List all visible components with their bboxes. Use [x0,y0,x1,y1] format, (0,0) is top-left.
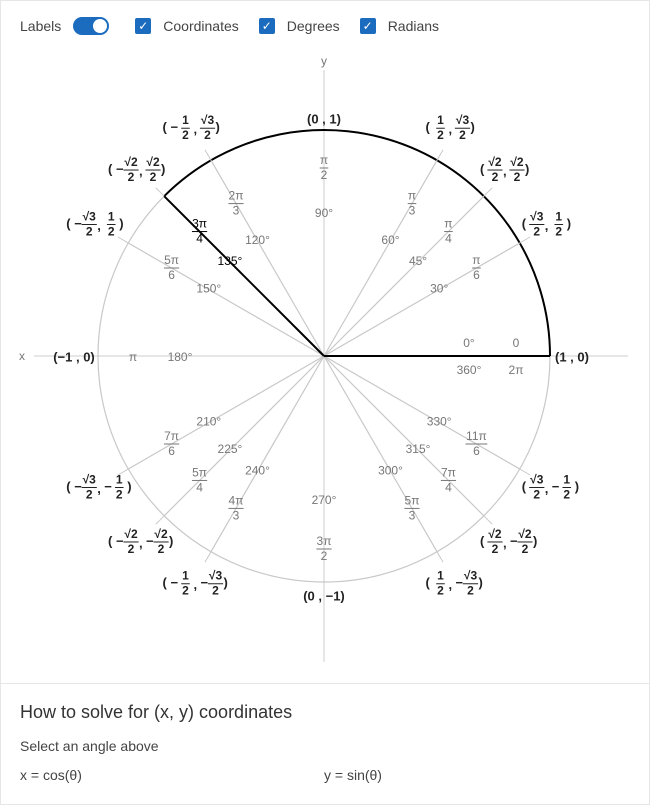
coord-label-150-open-paren: ( [66,215,71,231]
coord-label-270: (0 , −1) [303,588,345,604]
radian-label-45 [444,217,453,246]
coord-label-225-y-fraction [153,527,168,556]
coordinates-checkbox-label: Coordinates [163,18,239,34]
degree-label-210: 210° [196,414,222,429]
coord-label-150-x-sign: − [74,215,82,231]
coord-label-240-x-fraction-numerator: 1 [182,568,189,583]
coord-label-315-y-sign: − [509,533,518,549]
coord-label-240-y-fraction-denominator: 2 [212,583,219,598]
radian-label-135 [192,217,207,246]
coord-label-120-y-fraction [200,113,215,142]
radian-label-60 [408,189,417,218]
coord-label-60-comma: , [448,121,453,137]
radian-label-210-numerator: 7π [164,428,180,443]
coord-label-300-close-paren: ) [478,575,483,591]
coord-label-330-comma: , [544,480,549,496]
coord-label-330-y-fraction-numerator: 1 [563,472,571,487]
radian-label-120-denominator: 3 [232,203,240,218]
highlight-radius-135 [164,196,324,356]
coord-label-225-x-fraction [123,527,138,556]
coord-label-150-y-fraction-numerator: 1 [107,209,115,224]
coord-label-30-y-fraction-denominator: 2 [555,224,563,239]
outer-tick-225 [156,516,164,524]
coord-label-240-comma: , [193,577,198,593]
coord-label-45-open-paren: ( [479,161,485,177]
howto-title: How to solve for (x, y) coordinates [20,702,293,722]
degree-label-270: 270° [311,493,337,508]
radian-label-120-numerator: 2π [228,188,244,203]
degree-label-240: 240° [245,463,270,478]
coord-label-300-y-fraction [463,569,478,598]
coord-label-330-x-fraction [529,472,544,501]
coord-label-135-open-paren: ( [108,161,113,177]
radian-label-300-denominator: 3 [408,508,416,523]
coord-label-225-comma: , [139,535,143,551]
coord-label-330-y-fraction [562,472,571,501]
coord-label-150-comma: , [97,217,101,233]
radian-label-90-numerator: π [319,152,329,167]
coord-label-330-y-sign: − [551,478,560,494]
coord-label-210-y-fraction [115,472,124,501]
coord-label-225-open-paren: ( [108,533,113,549]
coord-label-120-y-fraction-numerator: √3 [200,113,215,128]
coord-label-30-y-fraction [554,209,563,238]
coord-label-45 [480,155,529,184]
formula-x: x = cos(θ) [20,767,82,783]
coord-label-240-x-fraction-denominator: 2 [182,583,189,598]
degree-label-60: 60° [381,232,400,247]
coord-label-120 [163,113,220,142]
coord-label-240-x-sign: − [170,575,179,591]
radius-line-315 [324,356,484,516]
coord-label-45-y-fraction [509,155,524,184]
coord-label-315-close-paren: ) [532,533,538,549]
coord-label-30-open-paren: ( [521,215,527,231]
coord-label-210-y-fraction-denominator: 2 [115,487,123,502]
coord-label-300 [426,569,483,598]
coord-label-150-x-fraction-numerator: √3 [82,209,96,224]
radian-label-90-denominator: 2 [320,167,328,182]
coord-label-60-open-paren: ( [425,119,430,135]
coord-label-30-x-fraction-numerator: √3 [530,209,544,224]
coord-label-150-x-fraction-denominator: 2 [85,224,93,239]
toggle-knob [93,19,107,33]
radian-label-315-numerator: 7π [440,465,456,480]
coord-label-225-close-paren: ) [169,533,174,549]
radius-line-225 [164,356,324,516]
degree-label-360: 360° [456,363,482,378]
radian-label-315-denominator: 4 [445,480,452,495]
labels-toggle[interactable] [73,17,109,35]
coord-label-315-x-fraction-denominator: 2 [491,541,499,556]
coord-label-300-y-sign: − [455,575,464,591]
coord-label-240 [163,569,228,598]
coord-label-210-x-fraction-denominator: 2 [85,487,93,502]
radian-label-330 [466,429,488,458]
coord-label-240-close-paren: ) [223,575,228,591]
radian-label-225-numerator: 5π [192,465,208,480]
coord-label-45-close-paren: ) [524,161,530,177]
coord-label-210-open-paren: ( [66,478,71,494]
coord-label-120-x-fraction-denominator: 2 [182,128,189,143]
coord-label-300-y-fraction-denominator: 2 [467,583,474,598]
coord-label-30-x-fraction-denominator: 2 [533,224,541,239]
checkmark-icon: ✓ [259,18,275,34]
radian-label-60-numerator: π [407,188,417,203]
radian-label-30 [472,253,481,282]
coord-label-30-comma: , [544,217,549,233]
coord-label-135-y-fraction-numerator: √2 [146,155,160,170]
degree-label-120: 120° [245,232,270,247]
coord-label-300-comma: , [448,577,453,593]
coord-label-330-y-fraction-denominator: 2 [563,487,571,502]
radian-label-90 [320,153,329,182]
coord-label-300-x-fraction-numerator: 1 [437,568,444,583]
coord-label-210-y-sign: − [104,478,112,494]
radian-label-150-denominator: 6 [168,267,175,282]
radian-label-240-numerator: 4π [228,493,244,508]
radius-line-45 [324,196,484,356]
radian-label-270-denominator: 2 [320,548,328,563]
coord-label-150 [66,209,123,238]
coord-label-225-x-fraction-denominator: 2 [127,541,135,556]
outer-tick-30 [520,237,530,243]
coord-label-135-comma: , [139,163,143,179]
coord-label-315-y-fraction-numerator: √2 [518,526,532,541]
degree-label-300: 300° [378,463,403,478]
coord-label-180: (−1 , 0) [53,349,95,365]
coord-label-135-x-sign: − [116,161,124,177]
degree-label-45: 45° [408,254,428,269]
coord-label-225 [108,527,173,556]
x-axis-label: x [19,349,25,364]
coord-label-210-x-sign: − [74,478,82,494]
coord-label-240-y-sign: − [200,575,209,591]
coord-label-300-x-fraction [436,569,445,598]
radian-label-45-denominator: 4 [445,231,452,246]
coord-label-210 [66,472,131,501]
radian-label-315 [441,465,456,494]
outer-tick-240 [205,552,211,562]
coord-label-135 [108,155,165,184]
coord-label-210-comma: , [97,480,101,496]
coord-label-135-x-fraction-denominator: 2 [127,170,135,185]
coord-label-210-x-fraction-numerator: √3 [82,472,96,487]
unit-circle[interactable] [0,40,650,680]
coord-label-135-y-fraction-denominator: 2 [149,170,157,185]
degree-label-90: 90° [314,206,334,221]
coord-label-315-comma: , [502,535,507,551]
coord-label-315-open-paren: ( [479,533,485,549]
radian-label-30-denominator: 6 [473,267,480,282]
coord-label-90: (0 , 1) [307,111,341,127]
coord-label-330-x-fraction-denominator: 2 [533,487,541,502]
coord-label-210-x-fraction [82,472,97,501]
radian-label-330-numerator: 11π [466,428,487,443]
y-axis-label: y [321,54,327,69]
degree-label-150: 150° [196,281,222,296]
coord-label-330-open-paren: ( [521,478,527,494]
coord-label-30-x-fraction [529,209,544,238]
checkmark-icon: ✓ [360,18,376,34]
coord-label-315-y-fraction-denominator: 2 [521,541,529,556]
outer-tick-300 [437,552,443,562]
coord-label-315-x-fraction [487,527,502,556]
coord-label-210-y-fraction-numerator: 1 [115,472,123,487]
outer-tick-120 [205,150,211,160]
coord-label-225-x-sign: − [116,533,124,549]
radian-label-180: π [128,350,138,365]
coord-label-60 [426,113,475,142]
coord-label-60-x-fraction [436,113,445,142]
coord-label-60-x-fraction-denominator: 2 [437,128,444,143]
degree-label-30: 30° [430,281,449,296]
coord-label-60-x-fraction-numerator: 1 [437,113,444,128]
coord-label-150-y-fraction [107,209,116,238]
coord-label-150-x-fraction [82,209,97,238]
radians-checkbox-label: Radians [387,18,440,34]
coord-label-150-close-paren: ) [119,215,124,231]
degree-label-135: 135° [217,254,243,269]
labels-toggle-label: Labels [20,18,62,34]
radian-label-2pi: 2π [508,363,524,378]
coord-label-60-y-fraction [455,113,470,142]
radian-label-240-denominator: 3 [232,508,240,523]
radian-label-0: 0 [512,336,520,351]
radian-label-30-numerator: π [472,252,481,267]
radian-label-150 [164,253,179,282]
radian-label-45-numerator: π [444,216,453,231]
outer-tick-60 [437,150,443,160]
radian-label-135-denominator: 4 [196,231,203,246]
formula-y: y = sin(θ) [324,767,382,783]
coord-label-300-y-fraction-numerator: √3 [463,568,478,583]
coord-label-60-y-fraction-numerator: √3 [455,113,470,128]
radian-label-135-numerator: 3π [192,216,208,231]
coord-label-210-close-paren: ) [127,478,132,494]
coord-label-60-close-paren: ) [470,119,475,135]
radian-label-270-numerator: 3π [316,533,332,548]
coord-label-300-x-fraction-denominator: 2 [437,583,444,598]
degree-label-330: 330° [426,414,452,429]
coord-label-45-comma: , [502,163,507,179]
coord-label-0: (1 , 0) [555,349,589,365]
howto-subtitle: Select an angle above [20,738,159,754]
coord-label-120-x-sign: − [170,119,179,135]
coord-label-240-x-fraction [181,569,190,598]
coord-label-315 [480,527,537,556]
outer-tick-315 [484,516,492,524]
radian-label-225-denominator: 4 [196,480,203,495]
coord-label-135-y-fraction [145,155,160,184]
outer-tick-45 [484,188,492,196]
radian-label-210 [164,429,179,458]
coord-label-120-y-fraction-denominator: 2 [204,128,211,143]
coord-label-240-y-fraction [208,569,223,598]
coord-label-240-open-paren: ( [162,575,167,591]
radian-label-270 [316,534,331,563]
coord-label-225-x-fraction-numerator: √2 [124,526,138,541]
coord-label-120-x-fraction-numerator: 1 [182,113,189,128]
coord-label-135-x-fraction [123,155,138,184]
radian-label-225 [192,465,207,494]
coord-label-30-close-paren: ) [566,215,572,231]
coord-label-225-y-fraction-denominator: 2 [157,541,165,556]
controls-bar [20,14,459,38]
coord-label-315-y-fraction [517,527,532,556]
coord-label-330-close-paren: ) [574,478,580,494]
coord-label-330 [522,472,579,501]
coord-label-300-open-paren: ( [425,575,430,591]
degrees-checkbox-label: Degrees [286,18,340,34]
coord-label-315-x-fraction-numerator: √2 [488,526,502,541]
degree-label-180: 180° [167,350,193,365]
coord-label-30-y-fraction-numerator: 1 [555,209,563,224]
coord-label-120-x-fraction [181,113,190,142]
coord-label-45-x-fraction [487,155,502,184]
divider [0,683,650,684]
coord-label-30 [522,209,571,238]
coord-label-225-y-fraction-numerator: √2 [154,526,168,541]
coord-label-330-x-fraction-numerator: √3 [530,472,544,487]
coord-label-120-close-paren: ) [215,119,220,135]
coord-label-45-y-fraction-denominator: 2 [513,170,521,185]
outer-tick-330 [520,469,530,475]
coord-label-150-y-fraction-denominator: 2 [107,224,115,239]
radian-label-60-denominator: 3 [408,203,416,218]
degree-label-225: 225° [217,442,243,457]
coord-label-45-x-fraction-denominator: 2 [491,170,499,185]
coord-label-135-x-fraction-numerator: √2 [124,155,138,170]
outer-tick-150 [118,237,128,243]
coord-label-240-y-fraction-numerator: √3 [208,568,223,583]
coord-label-60-y-fraction-denominator: 2 [459,128,466,143]
coordinates-checkbox[interactable] [135,18,239,34]
checkmark-icon: ✓ [135,18,151,34]
radians-checkbox[interactable] [360,18,439,34]
radian-label-330-denominator: 6 [473,443,480,458]
coord-label-120-open-paren: ( [162,119,167,135]
radian-label-150-numerator: 5π [164,252,180,267]
degrees-checkbox[interactable] [259,18,340,34]
radian-label-210-denominator: 6 [168,443,175,458]
coord-label-135-close-paren: ) [161,161,166,177]
coord-label-45-y-fraction-numerator: √2 [510,155,524,170]
coord-label-45-x-fraction-numerator: √2 [488,155,502,170]
outer-tick-135 [156,188,164,196]
degree-label-0: 0° [463,336,475,351]
coord-label-120-comma: , [193,121,198,137]
degree-label-315: 315° [405,442,431,457]
coord-label-225-y-sign: − [146,533,154,549]
radian-label-300-numerator: 5π [404,493,420,508]
